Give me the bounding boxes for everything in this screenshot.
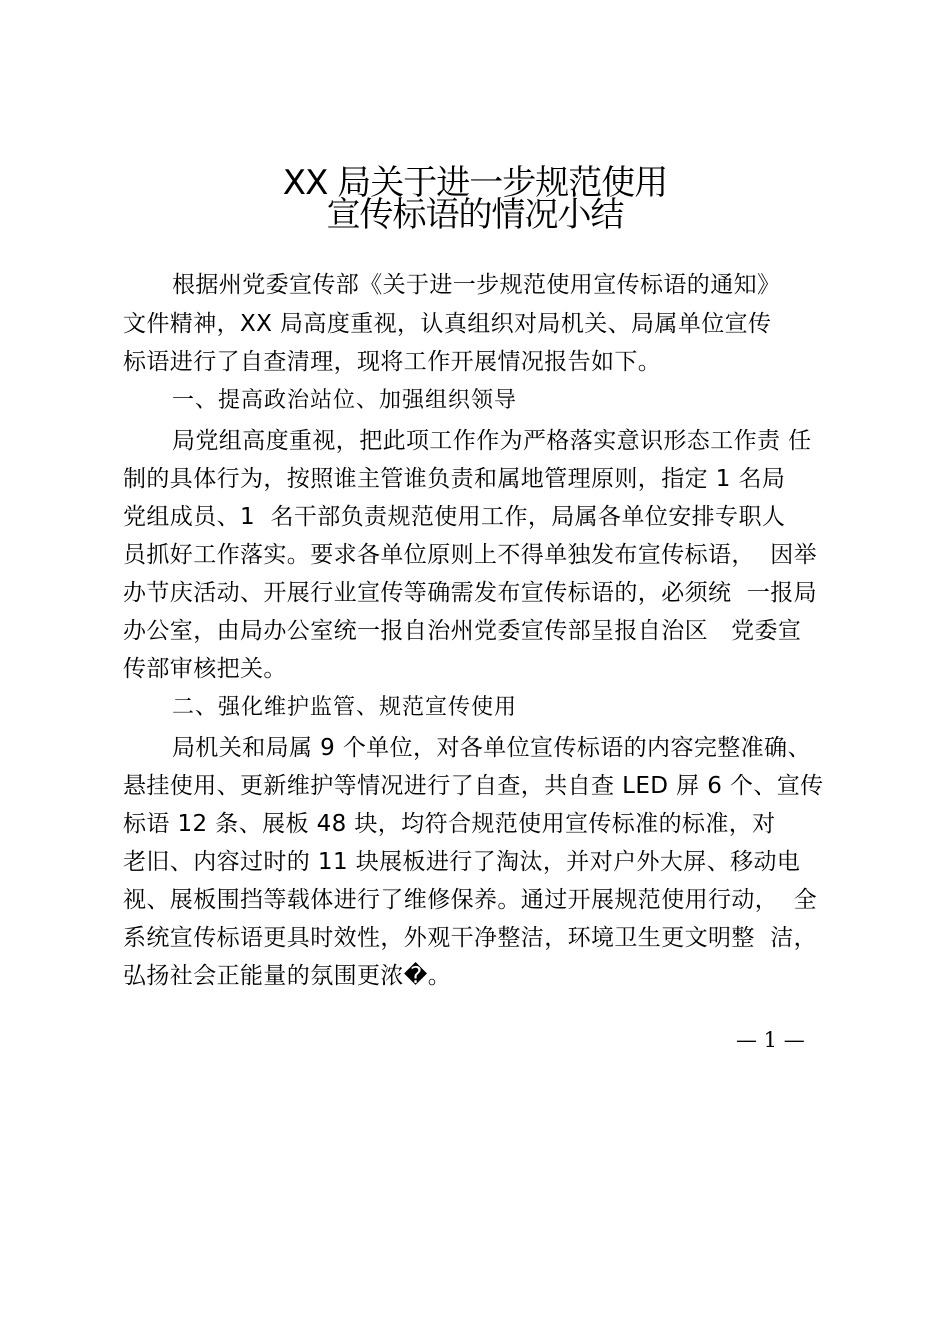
intro-line: 文件精神，XX 局高度重视，认真组织对局机关、局属单位宣传 <box>123 311 772 337</box>
section-1-line: 办公室，由局办公室统一报自治州党委宣传部呈报自治区 党委宣 <box>123 618 802 644</box>
section-1-line: 局党组高度重视，把此项工作作为严格落实意识形态工作责 任 <box>172 428 812 454</box>
section-1-line: 制的具体行为，按照谁主管谁负责和属地管理原则，指定 1 名局 <box>123 466 786 492</box>
intro-line: 根据州党委宣传部《关于进一步规范使用宣传标语的通知》 <box>172 272 781 298</box>
section-2-line: 悬挂使用、更新维护等情况进行了自查，共自查 LED 屏 6 个、宣传 <box>123 773 824 799</box>
document-title-line-2: 宣传标语的情况小结 <box>326 195 624 235</box>
section-2-line: 老旧、内容过时的 11 块展板进行了淘汰，并对户外大屏、移动电 <box>123 849 801 875</box>
intro-line: 标语进行了自查清理，现将工作开展情况报告如下。 <box>123 349 662 375</box>
page-number: — 1 — <box>736 1028 805 1052</box>
section-2-heading: 二、强化维护监管、规范宣传使用 <box>172 695 518 720</box>
document-title-line-1: XX 局关于进一步规范使用 <box>282 163 668 203</box>
section-1-line: 传部审核把关。 <box>123 656 287 682</box>
section-2-line: 标语 12 条、展板 48 块，均符合规范使用宣传标准的标准，对 <box>123 811 776 837</box>
section-1-line: 办节庆活动、开展行业宣传等确需发布宣传标语的，必须统 一报局 <box>123 580 818 606</box>
section-1-line: 员抓好工作落实。要求各单位原则上不得单独发布宣传标语， 因举 <box>123 542 818 568</box>
section-2-line: 弘扬社会正能量的氛围更浓�。 <box>123 963 452 989</box>
section-2-line: 局机关和局属 9 个单位，对各单位宣传标语的内容完整准确、 <box>172 735 811 761</box>
section-2-line: 系统宣传标语更具时效性，外观干净整洁，环境卫生更文明整 洁， <box>123 925 818 951</box>
section-1-line: 党组成员、1 名干部负责规范使用工作，局属各单位安排专职人 <box>123 504 786 530</box>
section-2-line: 视、展板围挡等载体进行了维修保养。通过开展规范使用行动， 全 <box>123 887 818 913</box>
section-1-heading: 一、提高政治站位、加强组织领导 <box>172 388 518 413</box>
